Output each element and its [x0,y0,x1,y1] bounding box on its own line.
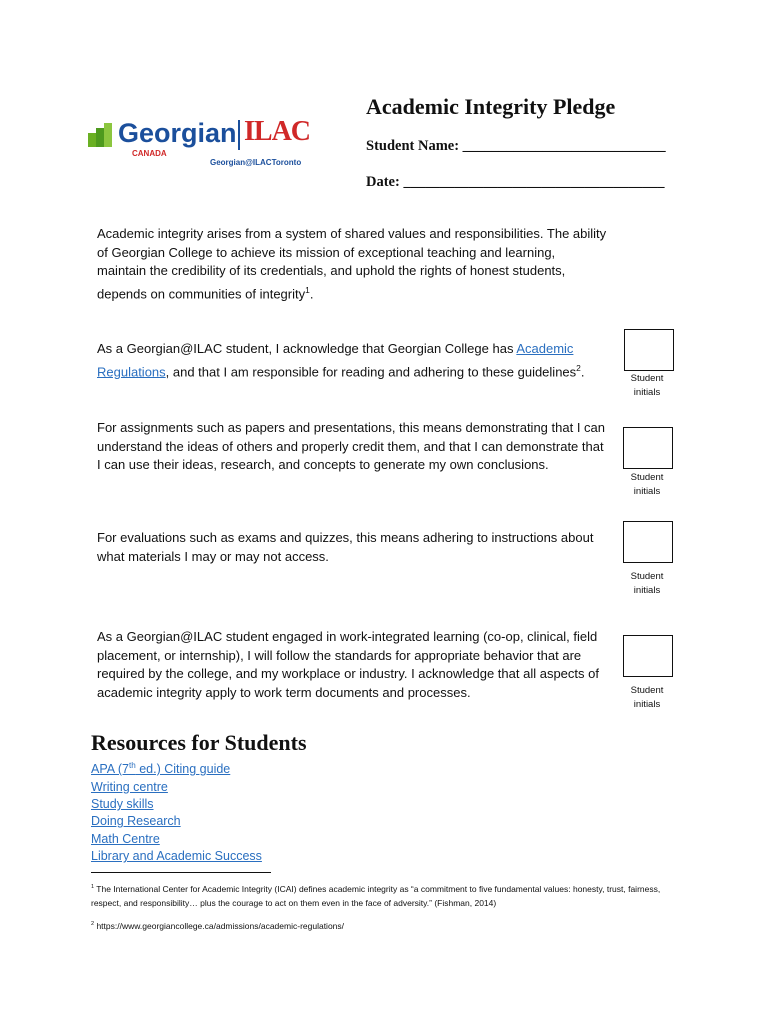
footnote-1-num: 1 [91,884,95,890]
label-student: Student [630,571,664,582]
pledge-2: For assignments such as papers and presentations, this means demonstrating that I can understand the ideas of others and properly credit them, and that I can demonstrate that I can use their ideas, research, and concepts to generate my own conclusions. [97,420,605,473]
study-skills-link[interactable]: Study skills [91,796,154,811]
pledge-1-end: . [580,363,585,379]
library-academic-success-link[interactable]: Library and Academic Success [91,849,262,864]
label-initials: initials [633,585,661,596]
initials-label-4 [617,684,677,712]
pledge-4: As a Georgian@ILAC student engaged in work-integrated learning (co-op, clinical, field placement, or internship), I will follow the standards for appropriate behavior that are required by the college, and my workplace or industry. I acknowledge that all aspects of academic integrity apply to work term documents and processes. [97,629,599,700]
footnote-1-text: The International Center for Academic Integrity (ICAI) defines academic integrity as “a commitment to five fundamental values: honesty, trust, fairness, respect, and responsibility… plus the courage to act on them even in the face of adversity.” (Fishman, 2014) [91,883,661,908]
footnote-divider [91,872,271,873]
logo-subtitle: Georgian@ILACToronto [210,158,302,167]
pledge-1-text: As a Georgian@ILAC student, I acknowledge that Georgian College has [97,341,517,356]
initials-label-1 [617,372,677,400]
academic-regulations-link[interactable]: Academic Regulations [97,341,574,379]
footnote-1 [91,880,691,910]
initials-box-2[interactable] [623,427,673,469]
date-label: Date: [366,174,400,190]
apa-post: ed.) Citing guide [135,762,231,777]
intro-end: . [309,286,314,302]
pledge-1 [97,340,597,382]
student-name-line: ____________________________ [462,138,666,154]
label-student: Student [630,685,664,696]
logo [88,118,318,173]
logo-divider [238,120,240,150]
apa-citing-guide-link[interactable] [91,757,262,779]
doing-research-link[interactable]: Doing Research [91,814,181,829]
student-name-field[interactable] [366,138,666,155]
resources-list [91,757,262,866]
page-title: Academic Integrity Pledge [366,94,616,119]
label-initials: initials [633,486,661,497]
initials-box-3[interactable] [623,521,673,563]
initials-box-1[interactable] [624,329,674,371]
footnote-2-num: 2 [91,921,95,927]
pledge-3: For evaluations such as exams and quizzes, this means adhering to instructions about what materials I may or may not access. [97,530,594,564]
intro-text: Academic integrity arises from a system of shared values and responsibilities. The ability of Georgian College to achieve its mission of exceptional teaching and learning, maintain the credibility of its credentials, and uphold the rights of honest students, depends on communities of integrity [97,226,607,302]
date-field[interactable] [366,174,664,191]
student-name-label: Student Name: [366,138,460,154]
writing-centre-link[interactable]: Writing centre [91,779,168,794]
date-line: ____________________________________ [403,174,665,190]
georgian-logo-icon [88,121,116,149]
label-initials: initials [633,699,661,710]
footnote-ref-2: 2 [576,362,581,373]
label-student: Student [630,373,664,384]
logo-canada: CANADA [132,149,167,158]
footnote-ref-1: 1 [305,284,310,295]
resources-title: Resources for Students [91,730,307,755]
intro-paragraph [97,225,607,304]
initials-label-3 [617,570,677,598]
label-initials: initials [633,387,661,398]
logo-ilac: ILAC [244,116,311,147]
initials-label-2 [617,471,677,499]
label-student: Student [630,472,664,483]
math-centre-link[interactable]: Math Centre [91,831,160,846]
apa-sup: th [128,761,136,770]
pledge-1-text-post: , and that I am responsible for reading and adhering to these guidelines [165,363,577,379]
footnote-2-text: https://www.georgiancollege.ca/admissions/academic-regulations/ [94,920,345,931]
footnote-2 [91,917,691,933]
initials-box-4[interactable] [623,635,673,677]
logo-georgian: Georgian [118,118,237,148]
apa-pre: APA (7 [91,762,129,777]
